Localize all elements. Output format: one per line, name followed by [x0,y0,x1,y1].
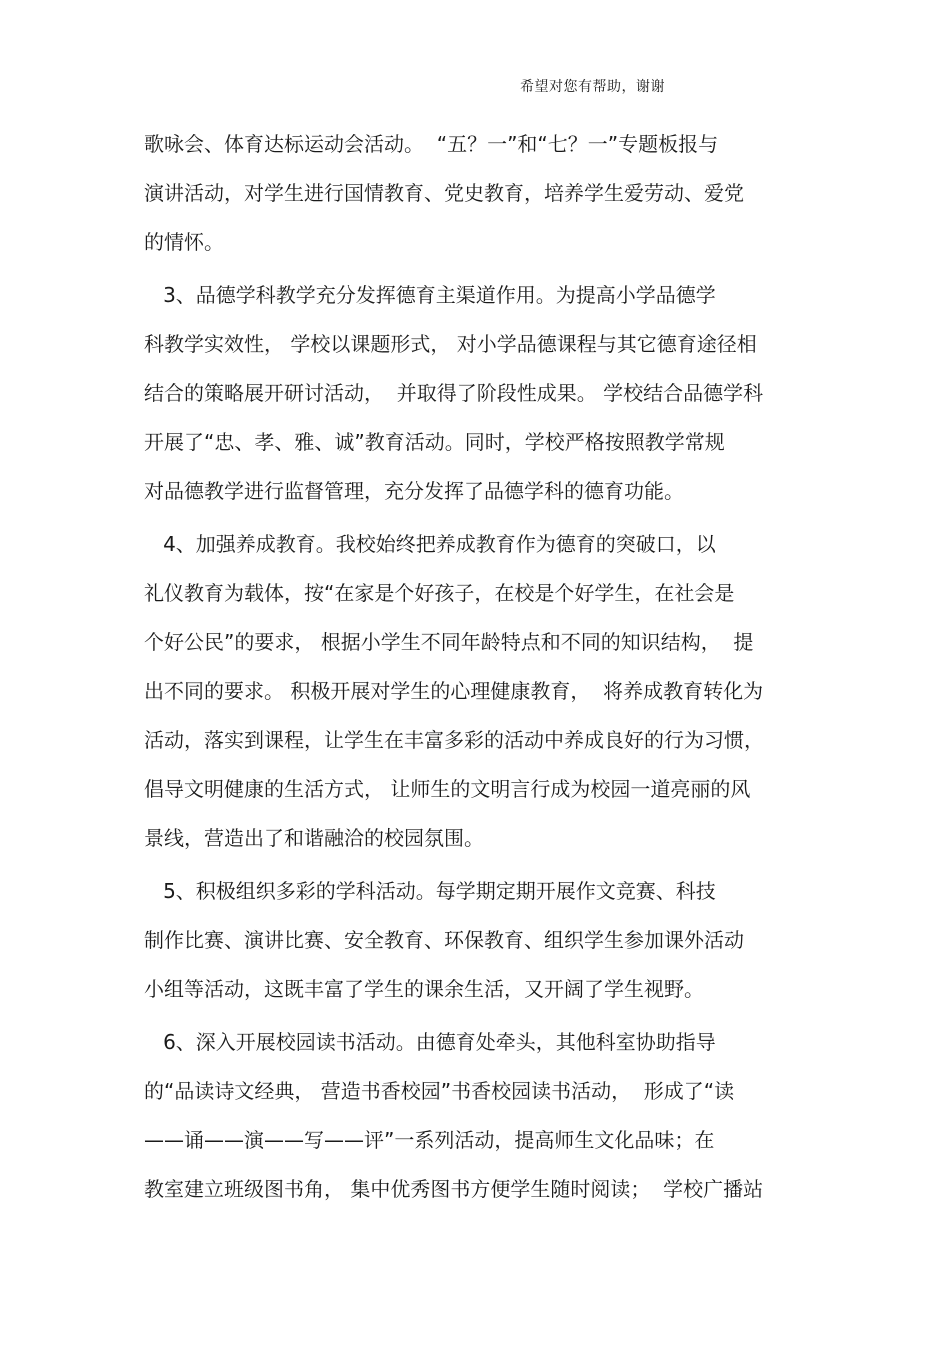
text-line: 礼仪教育为载体，按“在家是个好孩子，在校是个好学生，在社会是 [144,581,735,605]
text-line: 结合的策略展开研讨活动， 并取得了阶段性成果。 学校结合品德学科 [144,381,764,405]
text-line: 活动，落实到课程，让学生在丰富多彩的活动中养成良好的行为习惯， [144,728,764,752]
text-line: 教室建立班级图书角， 集中优秀图书方便学生随时阅读； 学校广播站 [144,1177,764,1201]
page-header: 希望对您有帮助，谢谢 [520,79,665,95]
text-line: 小组等活动，这既丰富了学生的课余生活，又开阔了学生视野。 [144,977,704,1001]
text-line: 的情怀。 [144,230,224,254]
text-line: 对品德教学进行监督管理，充分发挥了品德学科的德育功能。 [144,479,684,503]
text-line: 歌咏会、体育达标运动会活动。 “五？一”和“七？一”专题板报与 [144,132,719,156]
text-line: 5、积极组织多彩的学科活动。每学期定期开展作文竞赛、科技 [144,879,716,903]
text-line: 的“品读诗文经典， 营造书香校园”书香校园读书活动， 形成了“读 [144,1079,735,1103]
text-line: ——诵——演——写——评”一系列活动，提高师生文化品味；在 [144,1128,715,1152]
text-line: 6、深入开展校园读书活动。由德育处牵头，其他科室协助指导 [144,1030,716,1054]
text-line: 4、加强养成教育。我校始终把养成教育作为德育的突破口，以 [144,532,716,556]
text-line: 开展了“忠、孝、雅、诚”教育活动。同时，学校严格按照教学常规 [144,430,725,454]
text-line: 演讲活动，对学生进行国情教育、党史教育，培养学生爱劳动、爱党 [144,181,744,205]
text-line: 倡导文明健康的生活方式， 让师生的文明言行成为校园一道亮丽的风 [144,777,751,801]
text-line: 科教学实效性， 学校以课题形式， 对小学品德课程与其它德育途径相 [144,332,757,356]
text-line: 出不同的要求。 积极开展对学生的心理健康教育， 将养成教育转化为 [144,679,764,703]
text-line: 制作比赛、演讲比赛、安全教育、环保教育、组织学生参加课外活动 [144,928,744,952]
text-line: 景线，营造出了和谐融洽的校园氛围。 [144,826,484,850]
text-line: 个好公民”的要求， 根据小学生不同年龄特点和不同的知识结构， 提 [144,630,754,654]
text-line: 3、品德学科教学充分发挥德育主渠道作用。为提高小学品德学 [144,283,716,307]
